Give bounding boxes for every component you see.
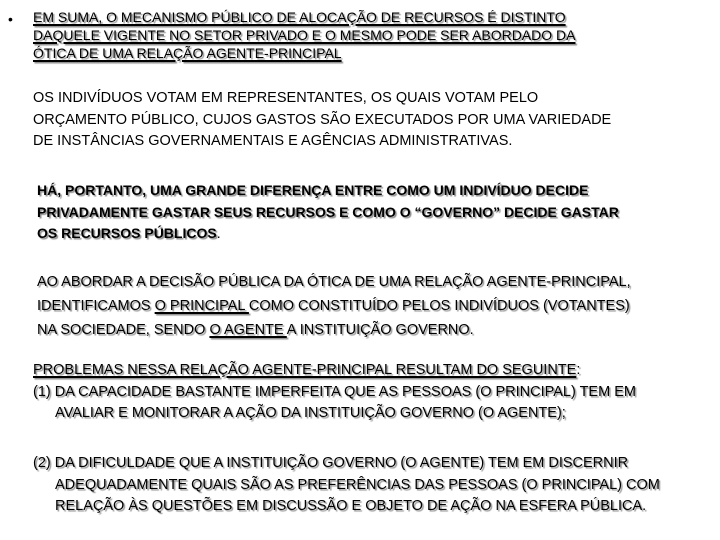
item-2-number: (2): [33, 455, 51, 471]
difference-period: .: [216, 225, 221, 241]
problem-item-2: [33, 453, 660, 518]
item-1-number: (1): [33, 383, 51, 400]
principal-agent-line-2: [37, 294, 631, 318]
difference-line-3-text: OS RECURSOS PÚBLICOS: [37, 225, 217, 241]
principal-agent-line-3: [37, 318, 631, 342]
problems-heading: PROBLEMAS NESSA RELAÇÃO AGENTE-PRINCIPAL RESULTAM DO SEGUINTE: [33, 362, 577, 378]
item-1-line-1: DA CAPACIDADE BASTANTE IMPERFEITA QUE AS PESSOAS (O PRINCIPAL) TEM EM: [50, 383, 636, 400]
agent-term: O AGENTE: [209, 322, 287, 338]
item-1-line-2: AVALIAR E MONITORAR A AÇÃO DA INSTITUIÇÃO GOVERNO (O AGENTE);: [55, 405, 566, 421]
agent-definition: A INSTITUIÇÃO GOVERNO.: [286, 322, 474, 338]
problems-heading-colon: :: [576, 362, 581, 378]
problems-paragraph: [33, 360, 636, 425]
voting-line-2: ORÇAMENTO PÚBLICO, CUJOS GASTOS SÃO EXECUTADOS POR UMA VARIEDADE: [33, 111, 612, 128]
society-text: NA SOCIEDADE, SENDO: [37, 322, 210, 338]
voting-line-3: DE INSTÂNCIAS GOVERNAMENTAIS E AGÊNCIAS ADMINISTRATIVAS.: [33, 133, 513, 149]
bullet-marker: •: [8, 11, 13, 27]
principal-agent-paragraph: [37, 270, 631, 342]
principal-term: O PRINCIPAL: [154, 298, 249, 314]
summary-line-3: ÓTICA DE UMA RELAÇÃO AGENTE-PRINCIPAL: [33, 45, 342, 61]
voting-paragraph: [33, 88, 611, 153]
principal-agent-line-1: AO ABORDAR A DECISÃO PÚBLICA DA ÓTICA DE UMA RELAÇÃO AGENTE-PRINCIPAL,: [37, 274, 631, 290]
difference-line-1: HÁ, PORTANTO, UMA GRANDE DIFERENÇA ENTRE COMO UM INDIVÍDUO DECIDE: [37, 182, 589, 198]
identify-text: IDENTIFICAMOS: [37, 298, 155, 314]
item-2-line-1: DA DIFICULDADE QUE A INSTITUIÇÃO GOVERNO (O AGENTE) TEM EM DISCERNIR: [50, 455, 629, 471]
voting-line-1: OS INDIVÍDUOS VOTAM EM REPRESENTANTES, OS QUAIS VOTAM PELO: [33, 90, 539, 106]
summary-line-1: EM SUMA, O MECANISMO PÚBLICO DE ALOCAÇÃO DE RECURSOS É DISTINTO: [33, 9, 566, 25]
principal-definition: COMO CONSTITUÍDO PELOS INDIVÍDUOS (VOTANTES): [248, 298, 630, 314]
item-2-line-2: ADEQUADAMENTE QUAIS SÃO AS PREFERÊNCIAS DAS PESSOAS (O PRINCIPAL) COM: [55, 476, 660, 493]
difference-paragraph: [37, 180, 619, 245]
item-2-line-3: RELAÇÃO ÀS QUESTÕES EM DISCUSSÃO E OBJETO DE AÇÃO NA ESFERA PÚBLICA.: [55, 498, 647, 514]
difference-line-3: [37, 223, 619, 245]
summary-paragraph: [33, 8, 575, 62]
difference-line-2: PRIVADAMENTE GASTAR SEUS RECURSOS E COMO O “GOVERNO” DECIDE GASTAR: [37, 203, 619, 220]
summary-line-2: DAQUELE VIGENTE NO SETOR PRIVADO E O MESMO PODE SER ABORDADO DA: [33, 27, 576, 43]
